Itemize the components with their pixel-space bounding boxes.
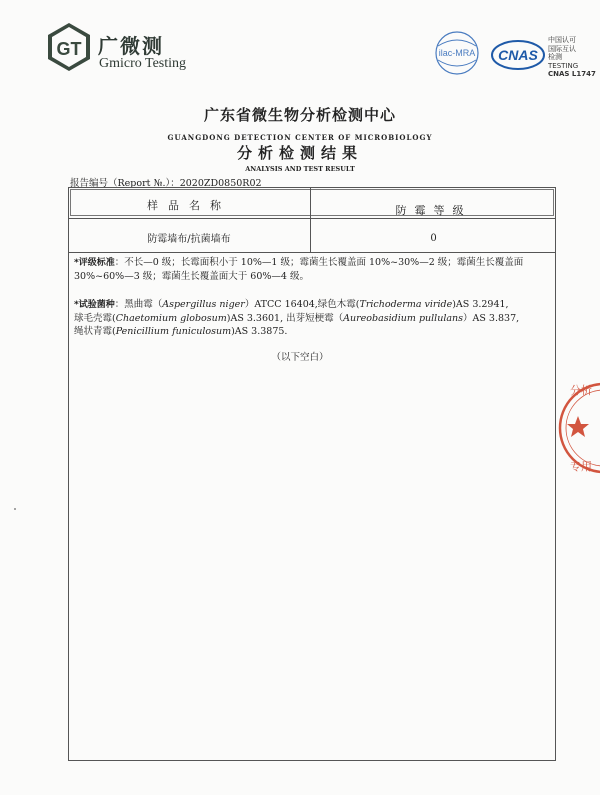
blank-below-note: （以下空白） — [271, 352, 329, 363]
brand-name-en: Gmicro Testing — [99, 56, 187, 71]
cell-sample-name: 防霉墙布/抗菌墙布 — [147, 234, 231, 245]
cnas-line: TESTING — [548, 61, 579, 70]
criteria-text: ：不长—0 级；长霉面积小于 10%—1 级；霉菌生长覆盖面 10%~30%—2 级；霉菌生长覆盖面 30%~60%—3 级；霉菌生长覆盖面大于 60%—4 级。 — [74, 257, 524, 282]
cnas-label: CNAS — [498, 47, 538, 63]
cnas-logo — [490, 38, 546, 72]
strains-text: )AS 3.2941, — [452, 299, 509, 310]
cnas-line: 国际互认 — [548, 44, 576, 53]
strain-name: Trichoderma viride — [359, 299, 453, 310]
strain-name: Aspergillus niger — [162, 299, 245, 310]
cell-mold-grade: 0 — [430, 233, 437, 244]
report-title-en: ANALYSIS AND TEST RESULT — [245, 165, 355, 173]
cnas-line: 中国认可 — [548, 36, 576, 44]
official-stamp — [556, 370, 600, 490]
strains-line-2 — [74, 312, 554, 325]
cnas-line: 检测 — [548, 53, 562, 62]
strain-name: Aureobasidium pullulans — [343, 313, 464, 324]
center-title-en: GUANGDONG DETECTION CENTER OF MICROBIOLOGY — [167, 133, 433, 142]
strains-line-3 — [74, 325, 554, 338]
criteria-label: *评级标准 — [74, 258, 115, 268]
logo-letters: GT — [56, 39, 82, 59]
stamp-text-top: 分析 — [570, 384, 592, 397]
cnas-code: CNAS L1747 — [548, 70, 596, 79]
ilac-label: ilac-MRA — [438, 48, 476, 58]
strains-text: )AS 3.3875. — [231, 326, 288, 337]
header-mold-grade: 防霉等级 — [395, 204, 472, 217]
strains-label: *试验菌种 — [74, 300, 115, 310]
header-sample-name: 样品名称 — [147, 199, 231, 212]
cnas-text-block — [548, 36, 596, 79]
strains-text: 球毛壳霉( — [74, 313, 116, 324]
grading-criteria — [74, 256, 554, 283]
strains-text: ：黑曲霉（ — [114, 299, 163, 310]
brand-name-cn: 广微测 — [98, 34, 164, 58]
strains-text: ）ATCC 16404,绿色木霉( — [244, 299, 360, 310]
test-strains — [74, 298, 554, 338]
strains-text: ）AS 3.837, — [463, 313, 520, 324]
stamp-text-bottom: 专用 — [570, 460, 592, 473]
scan-speck — [14, 508, 16, 510]
strains-line-1 — [74, 298, 554, 312]
center-title: 广东省微生物分析检测中心 — [203, 106, 396, 124]
strain-name: Penicillium funiculosum — [115, 326, 232, 337]
strain-name: Chaetomium globosum — [115, 313, 227, 324]
strains-text: )AS 3.3601, 出芽短梗霉（ — [226, 313, 344, 324]
ilac-mra-logo — [428, 30, 486, 76]
strains-text: 绳状青霉( — [74, 326, 116, 337]
gmicro-logo — [44, 22, 94, 72]
report-number: 报告编号（Report №.）：2020ZD0850R02 — [70, 178, 262, 189]
report-title: 分析检测结果 — [236, 144, 363, 162]
